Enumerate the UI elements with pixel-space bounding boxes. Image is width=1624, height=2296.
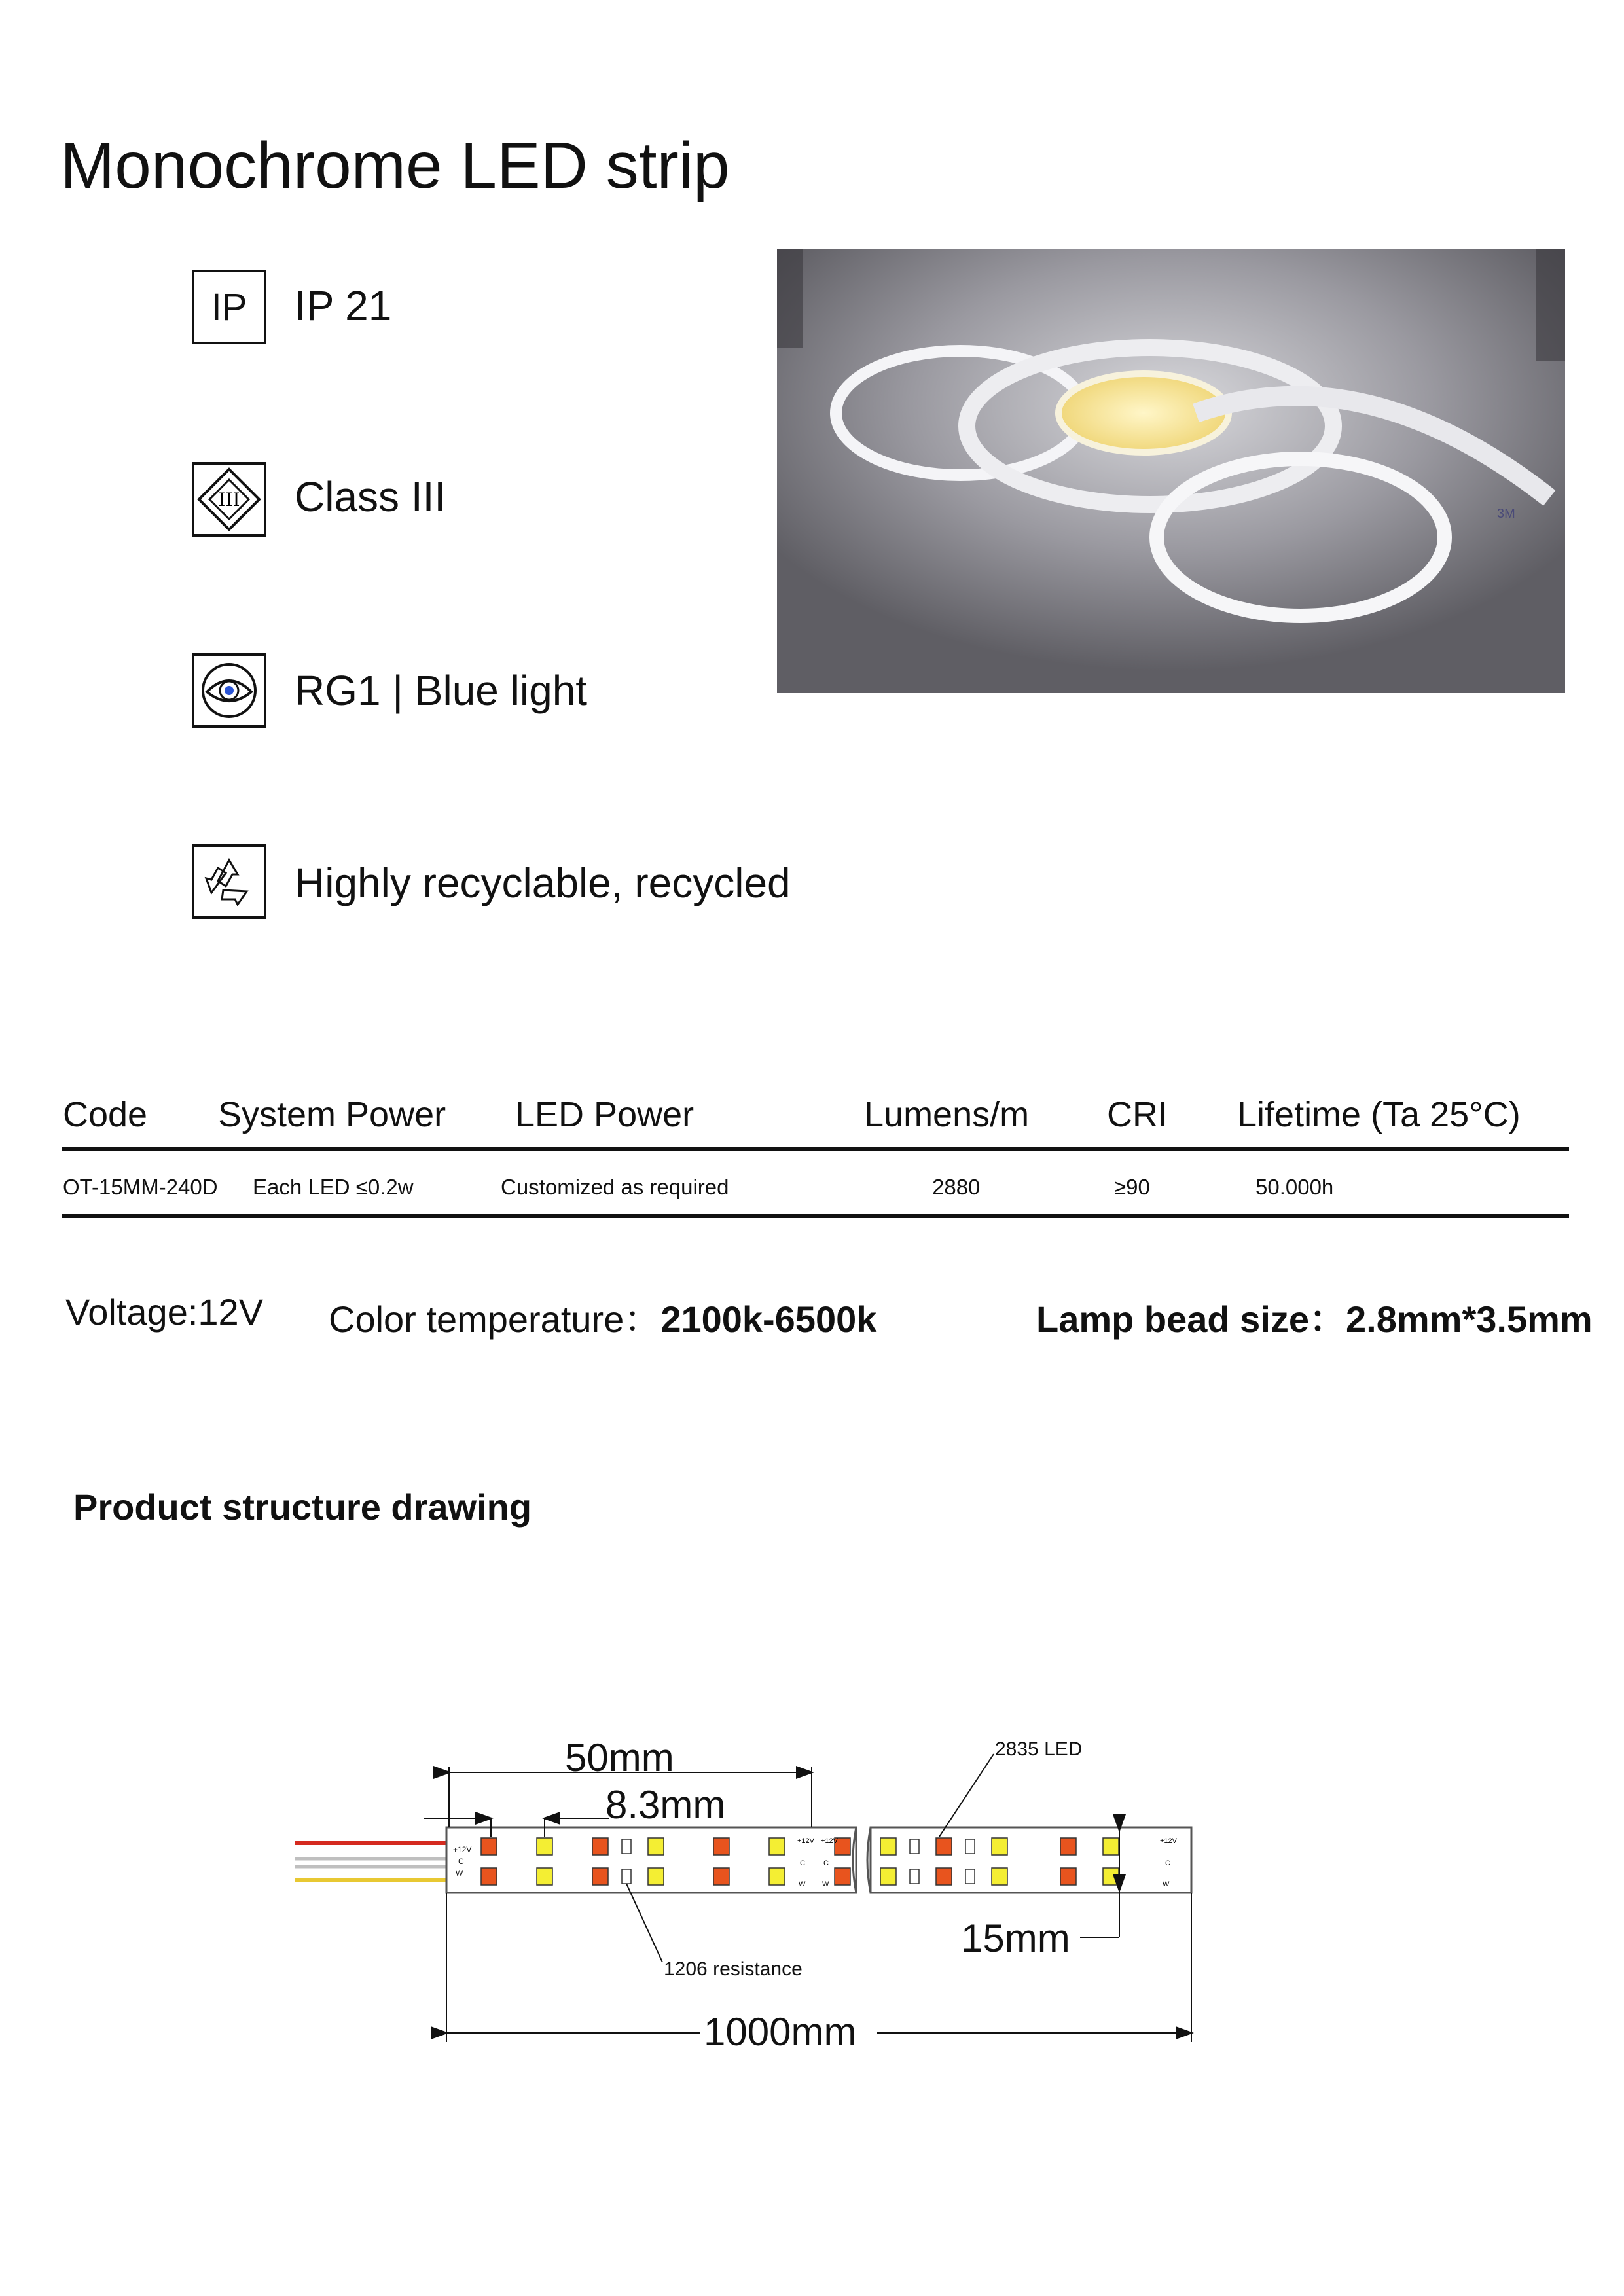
svg-text:C: C [800, 1859, 805, 1867]
product-photo [777, 249, 1565, 693]
lamp-bead-size-label: Lamp bead size： [1036, 1299, 1346, 1340]
col-header-led-power: LED Power [515, 1095, 695, 1134]
svg-text:+12V: +12V [821, 1837, 838, 1845]
svg-text:+12V: +12V [797, 1837, 814, 1845]
col-header-lifetime: Lifetime (Ta 25°C) [1237, 1095, 1521, 1134]
color-temperature-spec [329, 1291, 876, 1343]
feature-label-class: Class III [295, 473, 446, 520]
cell-lumens: 2880 [932, 1175, 981, 1199]
color-temperature-value: 2100k-6500k [660, 1299, 877, 1340]
class-iii-icon [192, 462, 266, 537]
cell-led-power: Customized as required [501, 1175, 729, 1199]
color-temperature-label: Color temperature： [329, 1299, 661, 1340]
svg-text:C: C [1165, 1859, 1170, 1867]
cell-cri: ≥90 [1114, 1175, 1150, 1199]
svg-text:3M: 3M [1497, 507, 1515, 521]
dimension-8-3mm: 8.3mm [605, 1783, 726, 1827]
svg-text:III: III [218, 489, 240, 511]
cell-lifetime: 50.000h [1255, 1175, 1334, 1199]
dimension-1000mm: 1000mm [704, 2010, 857, 2054]
col-header-code: Code [63, 1095, 148, 1134]
svg-text:W: W [799, 1880, 806, 1888]
ip-rating-icon: IP [192, 270, 266, 344]
label-2835-led: 2835 LED [995, 1738, 1083, 1760]
col-header-lumens: Lumens/m [864, 1095, 1030, 1134]
cell-system-power: Each LED ≤0.2w [253, 1175, 414, 1199]
table-bottom-rule [62, 1214, 1569, 1218]
svg-text:W: W [456, 1869, 463, 1878]
svg-text:W: W [1163, 1880, 1170, 1888]
label-1206-resistance: 1206 resistance [664, 1958, 803, 1980]
recycle-icon [192, 844, 266, 919]
section-title: Product structure drawing [73, 1486, 532, 1528]
svg-text:+12V: +12V [1160, 1837, 1177, 1845]
svg-text:C: C [823, 1859, 829, 1867]
eye-icon [192, 653, 266, 728]
dimension-15mm: 15mm [961, 1916, 1070, 1960]
feature-label-recyclable: Highly recyclable, recycled [295, 859, 791, 906]
lamp-bead-size-value: 2.8mm*3.5mm [1346, 1299, 1593, 1340]
col-header-system-power: System Power [218, 1095, 446, 1134]
table-header-rule [62, 1147, 1569, 1151]
feature-label-blue-light: RG1 | Blue light [295, 667, 588, 714]
structure-drawing [281, 1715, 1224, 2055]
svg-text:+12V: +12V [453, 1845, 472, 1854]
feature-label-ip: IP 21 [295, 282, 392, 329]
svg-text:C: C [458, 1857, 464, 1866]
lamp-bead-size-spec [1036, 1291, 1593, 1343]
col-header-cri: CRI [1107, 1095, 1168, 1134]
voltage-spec: Voltage:12V [65, 1291, 264, 1333]
cell-code: OT-15MM-240D [63, 1175, 218, 1199]
svg-text:W: W [822, 1880, 829, 1888]
page-title: Monochrome LED strip [60, 129, 730, 202]
dimension-50mm: 50mm [565, 1736, 674, 1780]
